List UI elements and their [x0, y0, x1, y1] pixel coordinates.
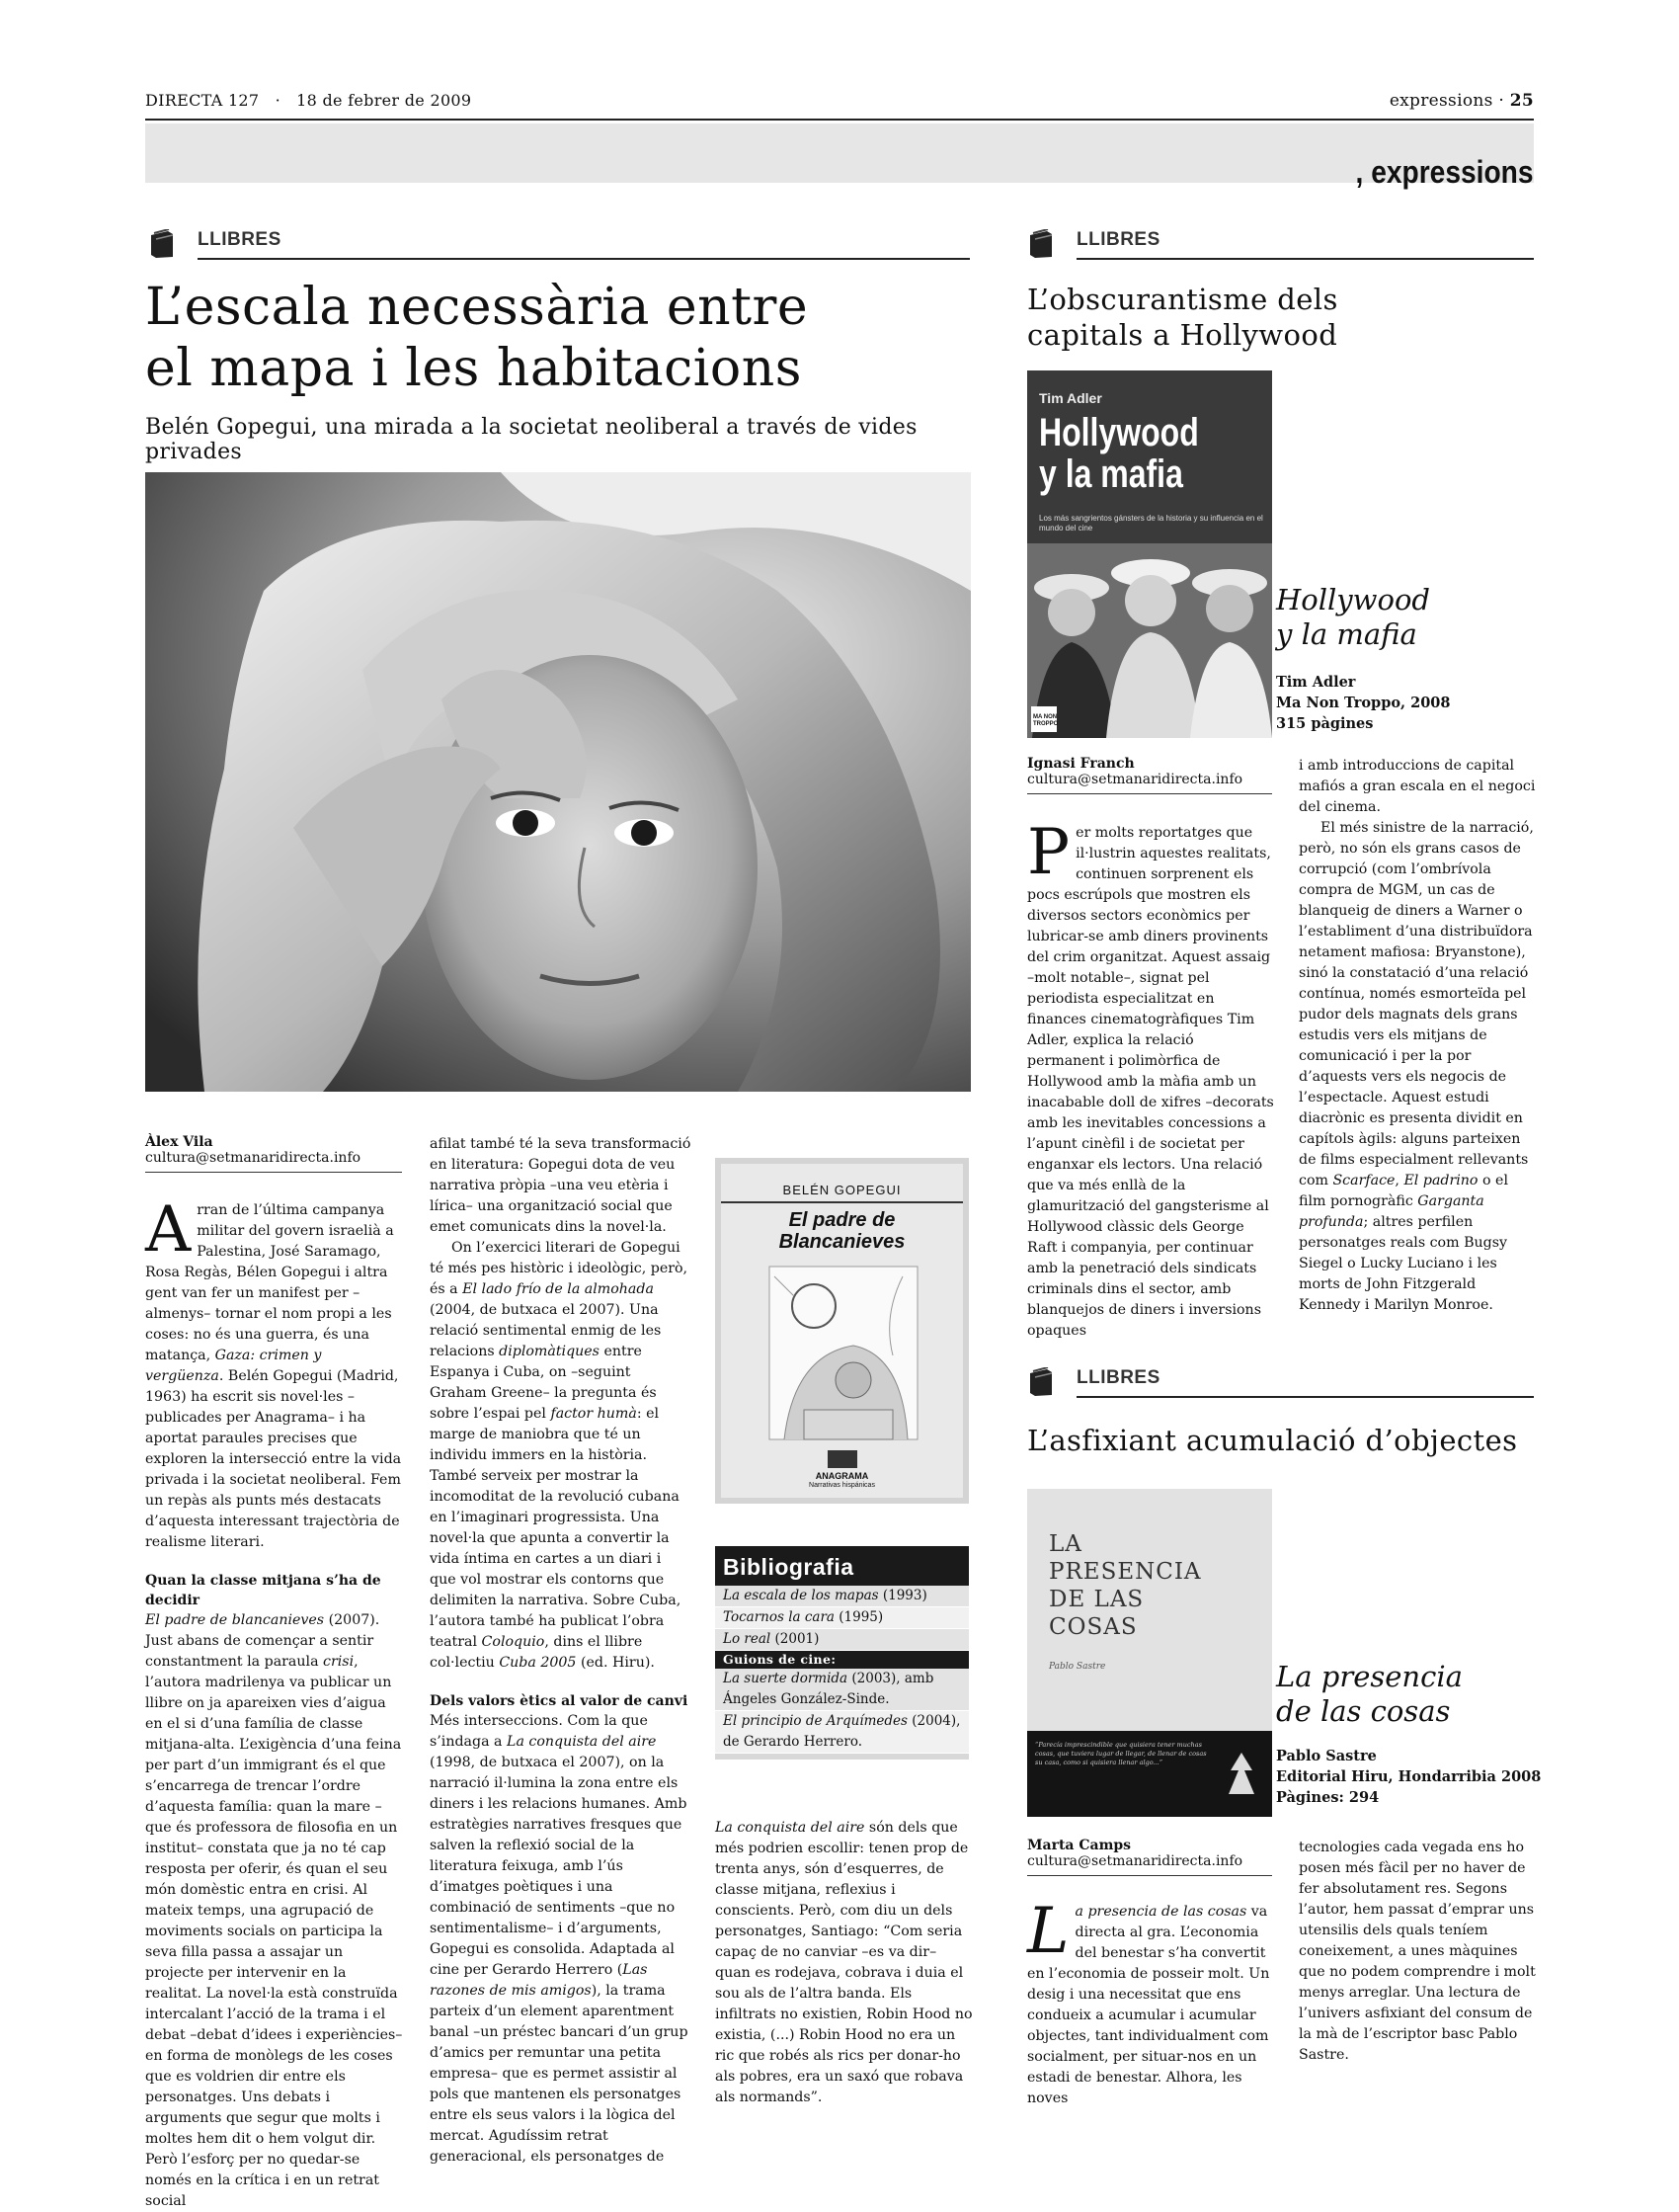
- paragraph-conquista: [430, 1711, 691, 2168]
- page-header-left: [145, 91, 471, 110]
- cover-rule: [721, 1201, 963, 1203]
- headline-line-2: el mapa i les habitacions: [145, 339, 802, 398]
- hollywood-paragraph-2: i amb introduccions de capital mafiós a gran escala en el negoci del cinema.: [1299, 758, 1536, 815]
- t-i: ), la trama parteix d’un element aparentment banal –un préstec bancari d’un grup d’amics per remuntar una petita empresa– que es permet assistir al pols que mantenen els personatges entre els seus valors i la lògica del mercat. Agudíssim retrat generacional, els personatges de: [430, 1983, 688, 2165]
- t-col3: són dels que més podrien escollir: tenen prop de trenta anys, són d’esquerres, de classe mitjana, reflexius i conscients. Però, com diu un dels personatges, Santiago: “Com seria capaç de no canviar –es va dir– quan es rodejava, cobrava i duia el sou als de l’altra banda. Els infiltrats no existien, Robin Hood no existia, (...) Robin Hood no era un ric que robés als rics per donar-ho als pobres, era un saxó que robava als normands”.: [715, 1820, 973, 2105]
- em-razones: Las razones de mis amigos: [430, 1962, 648, 1999]
- intro-em: Gaza: crimen y vergüenza: [145, 1348, 322, 1384]
- script-rest: (2003), amb Ángeles González-Sinde.: [723, 1671, 934, 1707]
- subhead-valors: Dels valors ètics al valor de canvi: [430, 1693, 688, 1709]
- paragraph-conquista-cont: [715, 1818, 974, 2108]
- biblio-item: [715, 1607, 969, 1629]
- section-name: expressions ·: [1389, 91, 1510, 111]
- h-sep: ,: [1395, 1173, 1404, 1188]
- cover-title-1: El padre de: [788, 1209, 896, 1231]
- cover-title-2: y la mafia: [1039, 452, 1183, 496]
- byline-rule: [145, 1172, 402, 1173]
- cover-title: [715, 1209, 969, 1253]
- kicker-rule: [198, 258, 970, 260]
- kicker-rule: [1077, 1396, 1534, 1398]
- byline-author: Marta Camps: [1027, 1838, 1132, 1853]
- biblio-item: [715, 1629, 969, 1651]
- intro-paragraph: [145, 1193, 404, 1553]
- cover-author: BELÉN GOPEGUI: [782, 1183, 902, 1197]
- em-garganta: Garganta profunda: [1299, 1193, 1484, 1230]
- em-diplomatiques: diplomàtiques: [499, 1344, 600, 1359]
- dropcap-l: L: [1027, 1895, 1070, 1968]
- cover-publisher: ANAGRAMA: [815, 1471, 869, 1481]
- cover-title-1: Hollywood: [1039, 411, 1199, 454]
- em-padre: El padre de blancanieves: [145, 1612, 325, 1628]
- h-c: ; altres perfilen personatges reals com Bugsy Siegel o Lucky Luciano i les morts de John Fitzgerald Kennedy i Marilyn Monroe.: [1299, 1214, 1508, 1313]
- paragraph-veu: afilat també té la seva transformació en literatura: Gopegui dota de veu narrativa pròpia –una veu etèria i lírica– una organització social que emet comunicats dins la novel·la.: [430, 1136, 691, 1235]
- script-rest: (2004), de Gerardo Herrero.: [723, 1713, 961, 1750]
- cover-title-2: Blancanieves: [778, 1231, 906, 1253]
- hollywood-headline-1: L’obscurantisme dels: [1027, 283, 1338, 316]
- biblio-title: Lo real: [723, 1631, 771, 1647]
- presencia-book-meta: [1276, 1746, 1541, 1808]
- header-rule: [145, 119, 1534, 121]
- biblio-subheading: Guions de cine:: [715, 1651, 969, 1669]
- dropcap-a: A: [145, 1193, 192, 1267]
- biblio-script: [715, 1669, 969, 1711]
- t-a: On l’exercici literari de Gopegui té més pes històric i ideològic, però, és a: [430, 1240, 688, 1297]
- hollywood-headline-2: capitals a Hollywood: [1027, 318, 1338, 352]
- author-portrait-photo: [145, 472, 971, 1092]
- text-padre-a: (2007). Just abans de començar a sentir constantment la paraula: [145, 1612, 380, 1670]
- book-publisher: Ma Non Troppo, 2008: [1276, 695, 1451, 711]
- main-column-1: [145, 1193, 404, 2212]
- kicker-llibres-hollywood: [1027, 225, 1534, 265]
- cover-title: [1039, 412, 1199, 495]
- hollywood-byline: [1027, 756, 1272, 794]
- em-coloquio: Coloquio: [481, 1634, 545, 1650]
- hollywood-text-1: er molts reportatges que il·lustrin aquestes realitats, continuen sorprenent els pocs escrúpols que mostren els diversos sectors econòmics per lubricar-se amb diners provinents del crim organitzat. Aquest assaig –molt notable–, signat pel periodista especialitzat en finances cinematogràfiques Tim Adler, explica la relació permanent i polimòrfica de Hollywood amb la màfia amb un inacabable doll de xifres –decorats amb les inevitables concessions a l’apunt cinèfil i de societat per enganxar els lectors. Una relació que va més enllà de la glamurització del gangsterisme al Hollywood clàssic dels George Raft i companyia, per continuar amb la penetració dels sindicats criminals dins el sector, amb blanquejos de diners i inversions opaques: [1027, 825, 1274, 1339]
- page-header-right: [1390, 91, 1534, 111]
- presencia-column-1: [1027, 1895, 1274, 2109]
- issue-date: 18 de febrer de 2009: [296, 91, 472, 110]
- cover-blurb: “Parecía imprescindible que quisiera tener muchas cosas, que tuviera lugar de llegar, de llenar de cosas su casa, como si quisiera llenar algo...”: [1035, 1741, 1207, 1766]
- em-presencia: a presencia de las cosas: [1075, 1904, 1247, 1920]
- main-column-2: [430, 1134, 691, 2168]
- cover-publisher: MA NON TROPPO: [1033, 714, 1059, 727]
- byline-rule: [1027, 1875, 1272, 1876]
- dropcap-p: P: [1027, 816, 1071, 889]
- hollywood-paragraph-1: [1027, 816, 1274, 1342]
- presencia-byline: [1027, 1838, 1272, 1876]
- presencia-text-1: va directa al gra. L’economia del benestar s’ha convertit en l’economia de posseir molt. Un desig i una necessitat que ens condueix a acumular i acumular objectes, tant individualment com socialment, per situar-nos en un estadi de benestar. Alhora, les noves: [1027, 1904, 1270, 2106]
- em-conquista-2: La conquista del aire: [715, 1820, 865, 1836]
- biblio-bottom-bar: [715, 1754, 969, 1760]
- cover-title-1: LA: [1049, 1531, 1082, 1557]
- book-icon: [148, 229, 176, 259]
- em-factor-huma: factor humà: [550, 1406, 637, 1422]
- main-subtitle: Belén Gopegui, una mirada a la societat neoliberal a través de vides privades: [145, 415, 918, 464]
- presencia-column-2: [1299, 1838, 1536, 2066]
- publisher-logo-icon: [1225, 1749, 1258, 1798]
- t-f: (ed. Hiru).: [576, 1655, 655, 1671]
- cover-tagline: Los más sangrientos gánsters de la historia y su influencia en el mundo del cine: [1039, 514, 1263, 533]
- headline-line-1: L’escala necessària entre: [145, 278, 809, 337]
- book-title-1: La presencia: [1276, 1660, 1463, 1693]
- section-tag: , expressions: [1355, 154, 1534, 190]
- cover-collection: Narrativas hispánicas: [809, 1482, 875, 1489]
- byline-author: Ignasi Franch: [1027, 756, 1135, 772]
- book-icon: [1027, 229, 1055, 259]
- book-cover-hollywood: [1027, 370, 1272, 738]
- biblio-year: (1993): [878, 1588, 927, 1603]
- hollywood-column-2: [1299, 756, 1536, 1316]
- t-d: : el marge de maniobra que té un individu immers en la història. També serveix per mostrar la incomoditat de la revolució cubana en l’imaginari progressista. Una novel·la que apunta a convertir la vida íntima en cartes a un diari i que vol mostrar els contorns que delimiten la narrativa. Sobre Cuba, l’autora també ha publicat l’obra teatral: [430, 1406, 681, 1650]
- kicker-llibres-main: [148, 225, 970, 265]
- book-publisher: Editorial Hiru, Hondarribia 2008: [1276, 1768, 1542, 1785]
- script-title: La suerte dormida: [723, 1671, 848, 1686]
- kicker-label: LLIBRES: [1077, 229, 1160, 250]
- bibliography-box: [715, 1546, 969, 1760]
- book-title-2: y la mafia: [1276, 617, 1417, 651]
- kicker-label: LLIBRES: [198, 229, 281, 250]
- presencia-paragraph-1: [1027, 1895, 1274, 2109]
- book-title-1: Hollywood: [1276, 583, 1430, 616]
- main-byline: [145, 1134, 402, 1173]
- byline-author: Àlex Vila: [145, 1134, 213, 1150]
- book-cover-presencia: [1027, 1489, 1272, 1817]
- biblio-year: (2001): [770, 1631, 820, 1647]
- cover-blurb-band: [1027, 1731, 1272, 1817]
- book-cover-padre-blancanieves: [715, 1158, 969, 1504]
- byline-email[interactable]: cultura@setmanaridirecta.info: [1027, 772, 1243, 787]
- biblio-item: [715, 1586, 969, 1607]
- cover-author: Pablo Sastre: [1049, 1662, 1106, 1672]
- hollywood-column-1: [1027, 816, 1274, 1342]
- em-scarface: Scarface: [1332, 1173, 1396, 1188]
- t-g: Més interseccions. Com la que s’indaga a: [430, 1713, 648, 1750]
- presencia-paragraph-2: tecnologies cada vegada ens ho posen més fàcil per no haver de fer absolutament res. Segons l’autor, hem passat d’emprar uns utensilis dels quals teníem coneixement, a unes màquines que no podem comprendre i molt menys arreglar. Una lectura de l’univers asfixiant del consum de la mà de l’escriptor basc Pablo Sastre.: [1299, 1840, 1536, 2063]
- hollywood-paragraph-3: [1299, 818, 1536, 1316]
- text-padre-b: , l’autora madrilenya va publicar un llibre on ja apareixen vies d’aigua en el si d’una família de classe mitjana-alta. L’exigència d’una feina per part d’un immigrant és el que s’encarrega de trencar l’ordre d’aquesta família: quan la mare –que és professora de filosofia en un institut– constata que ja no té cap resposta per oferir, és quan el seu món domèstic entra en crisi. Al mateix temps, una agrupació de moviments socials on participa la seva filla passa a assajar un projecte per intervenir en la realitat. La novel·la està construïda intercalant l’acció de la trama i el debat –debat d’idees i experiències– en forma de monòlegs de les coses que es voldrien dir entre els personatges. Uns debats i arguments que segur que molts i moltes hem dit o hem volgut dir. Però l’esforç per no quedar-se només en la crítica i en un retrat social: [145, 1654, 403, 2209]
- hollywood-headline: [1027, 282, 1531, 353]
- kicker-rule: [1077, 258, 1534, 260]
- cover-title: [1049, 1530, 1202, 1641]
- byline-rule: [1027, 793, 1272, 794]
- byline-email[interactable]: cultura@setmanaridirecta.info: [145, 1150, 361, 1166]
- em-crisi: crisi: [323, 1654, 355, 1670]
- paragraph-padre: [145, 1610, 404, 2212]
- paragraph-lado-frio: [430, 1238, 691, 1674]
- cover-author: Tim Adler: [1039, 390, 1102, 406]
- em-lado-frio: El lado frío de la almohada: [462, 1281, 654, 1297]
- biblio-year: (1995): [834, 1609, 884, 1625]
- book-title-2: de las cosas: [1276, 1694, 1451, 1728]
- section-band: [145, 123, 1534, 183]
- t-c: entre Espanya i Cuba, on –seguint Graham Greene– la pregunta és sobre l’espai pel: [430, 1344, 657, 1422]
- main-column-3: [715, 1818, 974, 2108]
- h-a: El més sinistre de la narració, però, no són els grans casos de corrupció (com l’ombrívola compra de MGM, un cas de blanqueig de diners a Warner o l’establiment d’una distribuïdora netament mafiosa: Bryanstone), sinó la constatació d’una relació contínua, només esmorteïda pel pudor dels magnats dels grans estudis vers els mitjans de comunicació i per la por d’aquests vers els negocis de l’espectacle. Aquest estudi diacrònic es presenta dividit en capítols àgils: alguns parteixen de films especialment rellevants com: [1299, 820, 1534, 1188]
- byline-email[interactable]: cultura@setmanaridirecta.info: [1027, 1853, 1243, 1869]
- em-padrino: El padrino: [1403, 1173, 1479, 1188]
- page-number: 25: [1509, 91, 1534, 111]
- cover-title-2: PRESENCIA: [1049, 1559, 1202, 1585]
- hollywood-book-meta: [1276, 672, 1450, 734]
- em-conquista: La conquista del aire: [507, 1734, 657, 1750]
- kicker-llibres-presencia: [1027, 1363, 1534, 1403]
- bibliography-heading: Bibliografia: [715, 1546, 969, 1586]
- em-cuba: Cuba 2005: [499, 1655, 577, 1671]
- book-pages: 315 pàgines: [1276, 715, 1374, 732]
- issue-number: DIRECTA 127: [145, 91, 260, 110]
- cover-title-4: COSAS: [1049, 1614, 1138, 1640]
- book-icon: [1027, 1367, 1055, 1397]
- cover-gangsters-photo: [1027, 543, 1272, 738]
- hollywood-book-title: [1276, 583, 1430, 652]
- main-headline: [145, 277, 965, 399]
- book-author: Tim Adler: [1276, 674, 1356, 691]
- presencia-book-title: [1276, 1660, 1463, 1729]
- t-h: (1998, de butxaca el 2007), on la narració il·lumina la zona entre els diners i les relacions humanes. Amb estratègies narratives fresques que salven la reflexió social de la literatura feixuga, amb l’ús d’imatges poètiques i una combinació de sentiments –que no sentimentalisme– i d’arguments, Gopegui es consolida. Adaptada al cine per Gerardo Herrero (: [430, 1755, 687, 1978]
- intro-text: rran de l’última campanya militar del govern israelià a Palestina, José Saramago, Rosa Regàs, Bélen Gopegui i altra gent van fer un manifest per –almenys– tornar el nom propi a les coses: no és una guerra, és una matança,: [145, 1202, 394, 1363]
- biblio-script: [715, 1711, 969, 1754]
- kicker-label: LLIBRES: [1077, 1367, 1160, 1388]
- cover-title-3: DE LAS: [1049, 1587, 1145, 1612]
- intro-text-2: . Belén Gopegui (Madrid, 1963) ha escrit sis novel·les –publicades per Anagrama– i ha aportat paraules precises que exploren la intersecció entre la vida privada i la societat neoliberal. Fem un repàs als punts més destacats d’aquesta interessant trajectòria de realisme literari.: [145, 1368, 402, 1550]
- presencia-headline: L’asfixiant acumulació d’objectes: [1027, 1424, 1518, 1457]
- t-e: , dins el llibre col·lectiu: [430, 1634, 643, 1671]
- biblio-title: La escala de los mapas: [723, 1588, 879, 1603]
- script-title: El principio de Arquímedes: [723, 1713, 908, 1729]
- book-author: Pablo Sastre: [1276, 1748, 1377, 1764]
- portrait-image: [145, 472, 971, 1092]
- biblio-title: Tocarnos la cara: [723, 1609, 835, 1625]
- book-pages: Pàgines: 294: [1276, 1789, 1380, 1806]
- t-b: (2004, de butxaca el 2007). Una relació sentimental enmig de les relacions: [430, 1302, 662, 1359]
- h-b: o el film pornogràfic: [1299, 1173, 1508, 1209]
- subhead-classe-mitjana: Quan la classe mitjana s’ha de decidir: [145, 1573, 381, 1608]
- header-separator: ·: [275, 91, 280, 110]
